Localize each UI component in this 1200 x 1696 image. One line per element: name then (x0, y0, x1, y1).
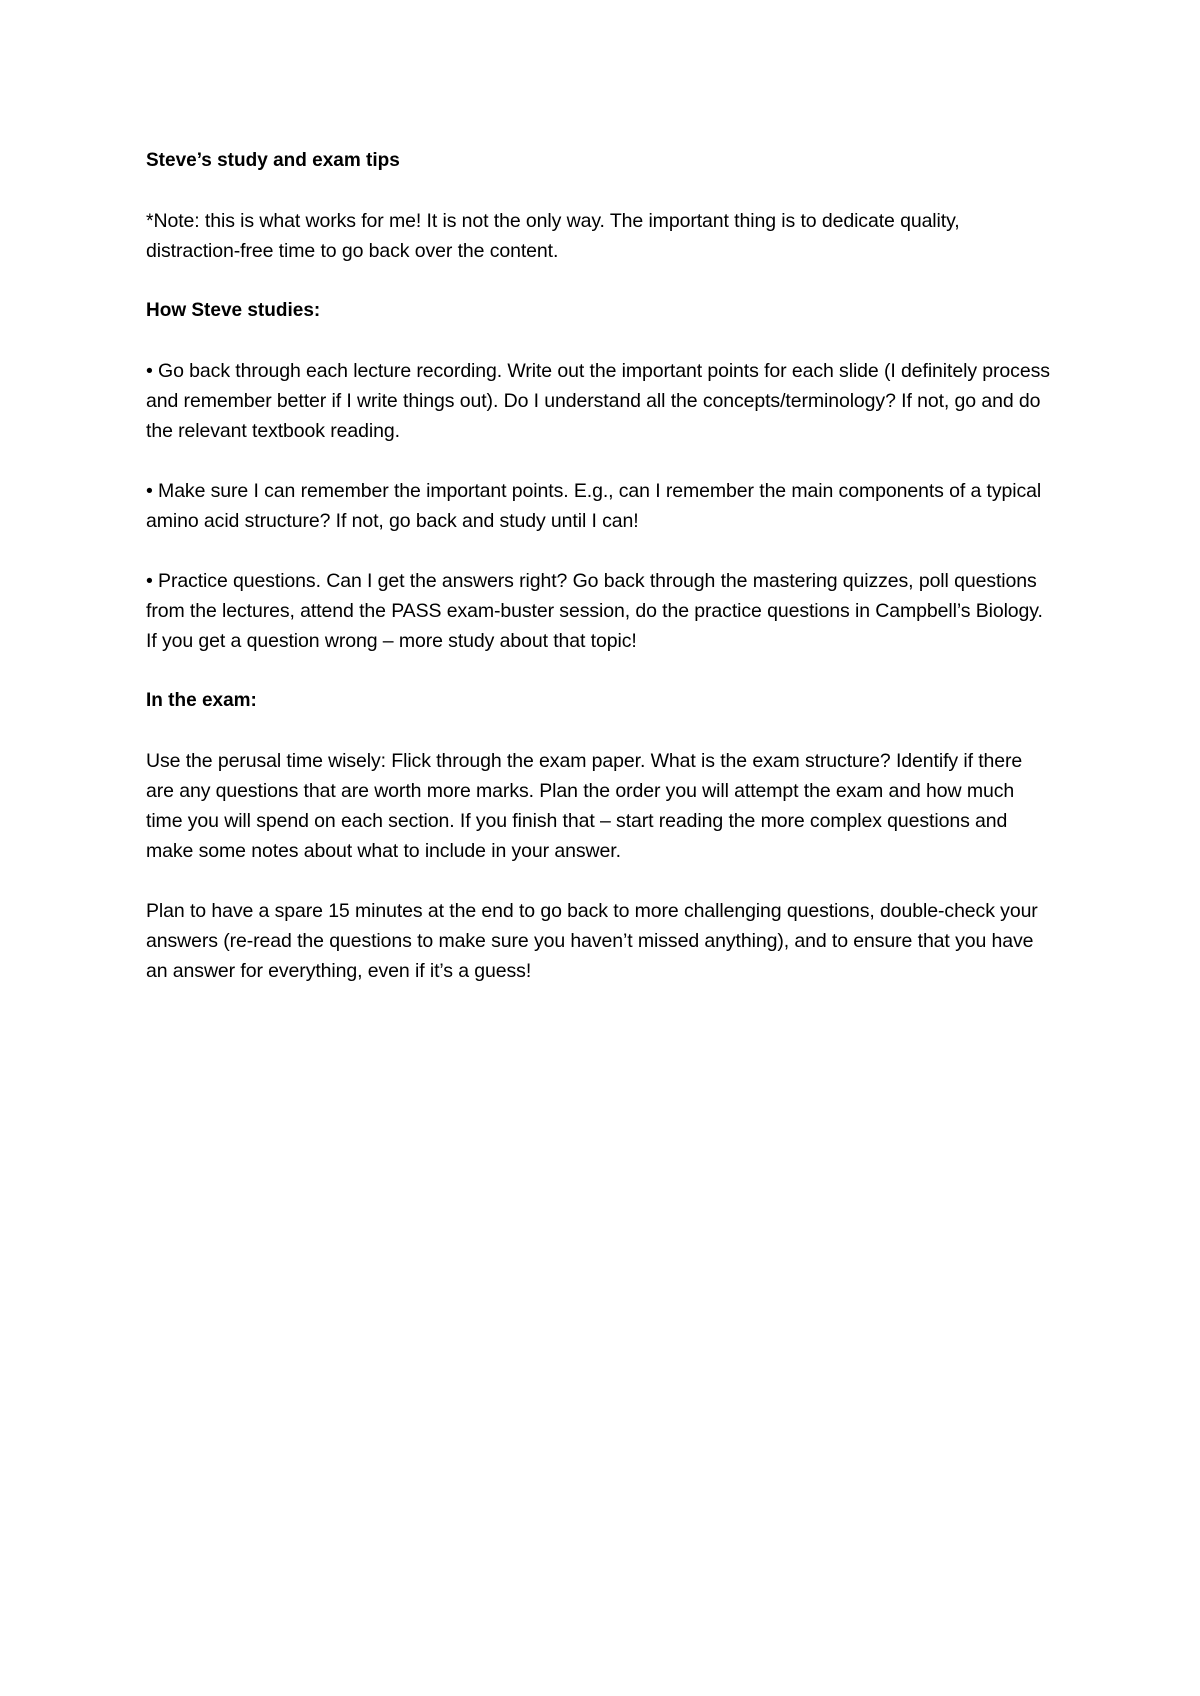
document-title: Steve’s study and exam tips (146, 150, 400, 171)
exam-heading: In the exam: (146, 690, 257, 711)
document-body (146, 146, 1051, 1016)
exam-paragraph-spare-time: Plan to have a spare 15 minutes at the end to go back to more challenging questions, double-check your answers (re-read the questions to make sure you haven’t missed anything), and to ensure that you have an answer for everything, even if it’s a guess! (146, 900, 1038, 982)
exam-paragraph-perusal: Use the perusal time wisely: Flick through the exam paper. What is the exam structure? Identify if there are any questions that are worth more marks. Plan the order you will attempt the exam and how much time you will spend on each section. If you finish that – start reading the more complex questions and make some notes about what to include in your answer. (146, 750, 1023, 862)
study-heading: How Steve studies: (146, 300, 321, 321)
study-bullet-practice-questions: • Practice questions. Can I get the answers right? Go back through the mastering quizzes, poll questions from the lectures, attend the PASS exam-buster session, do the practice questions in Campbell’s Biology. If you get a question wrong – more study about that topic! (146, 570, 1043, 652)
note-paragraph: *Note: this is what works for me! It is not the only way. The important thing is to dedicate quality, distraction-free time to go back over the content. (146, 210, 960, 262)
study-bullet-remember-points: • Make sure I can remember the important points. E.g., can I remember the main components of a typical amino acid structure? If not, go back and study until I can! (146, 480, 1042, 532)
study-bullet-lecture-recording: • Go back through each lecture recording. Write out the important points for each slide (I definitely process and remember better if I write things out). Do I understand all the concepts/terminology? If not, go and do the relevant textbook reading. (146, 360, 1050, 442)
